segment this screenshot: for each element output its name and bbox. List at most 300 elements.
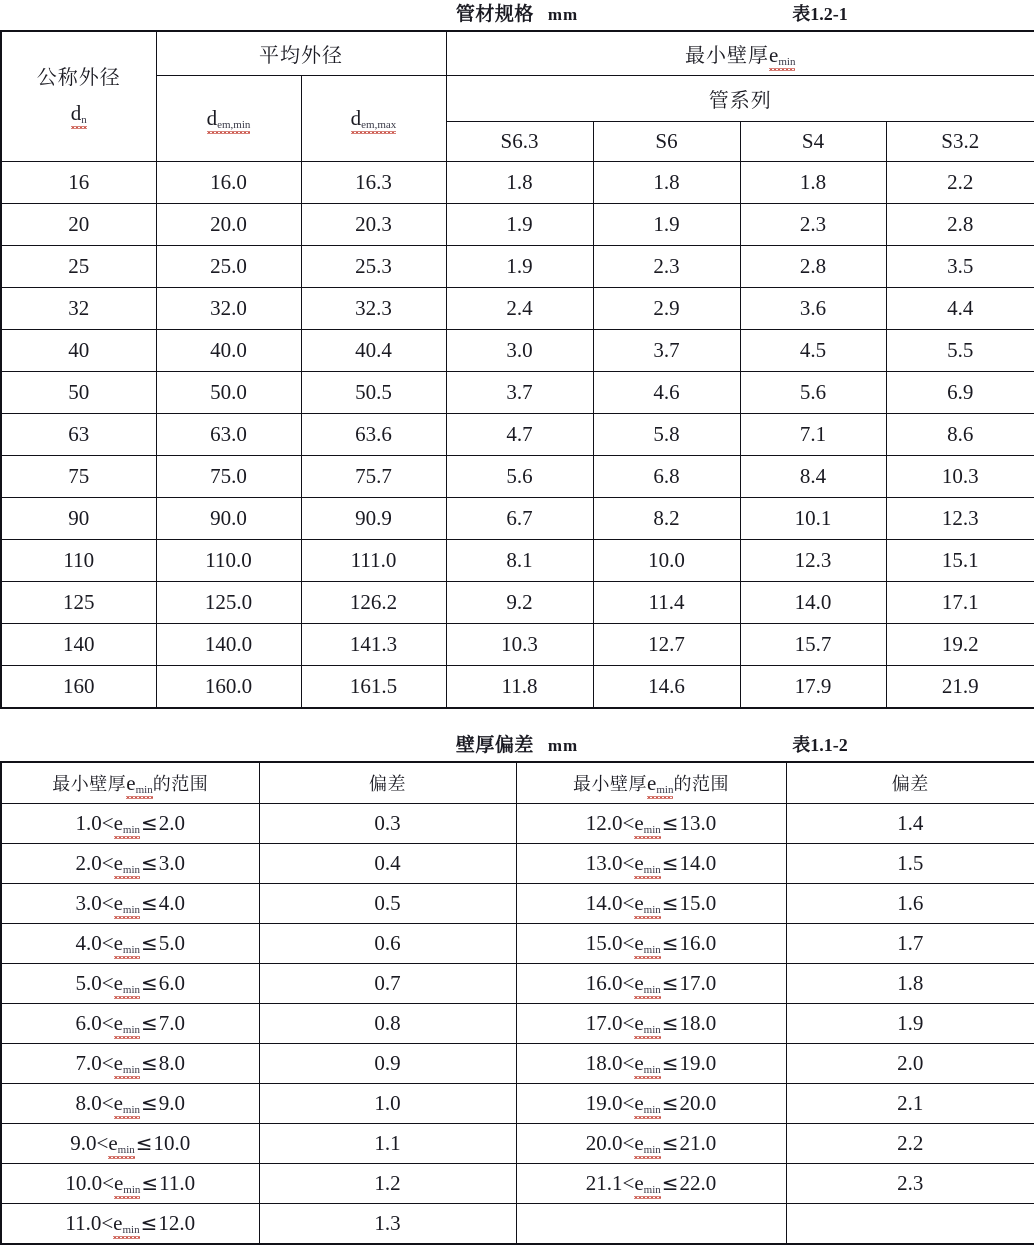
range-lower-bound: 21.1 — [586, 1171, 623, 1195]
range-variable-base: e — [114, 851, 123, 875]
header-nominal-diameter — [1, 31, 156, 161]
range-lower-bound: 8.0 — [75, 1091, 101, 1115]
range-lower-bound: 1.0 — [75, 811, 101, 835]
cell-s4: 2.8 — [740, 245, 886, 287]
cell-nominal-diameter: 125 — [1, 581, 156, 623]
cell-range-left — [1, 1124, 259, 1164]
table-row — [1, 1084, 1034, 1124]
less-equal-operator: ≤ — [141, 811, 158, 835]
table1-caption — [0, 0, 1034, 30]
less-equal-operator: ≤ — [141, 891, 158, 915]
cell-s4: 2.3 — [740, 203, 886, 245]
table-row — [1, 1164, 1034, 1204]
range-lower-bound: 4.0 — [75, 931, 101, 955]
cell-s6: 1.9 — [593, 203, 740, 245]
table-row — [1, 623, 1034, 665]
table-row — [1, 884, 1034, 924]
less-equal-operator: ≤ — [662, 1131, 679, 1155]
cell-deviation-right: 1.8 — [786, 964, 1034, 1004]
range-variable-base: e — [114, 1051, 123, 1075]
cell-s6: 2.3 — [593, 245, 740, 287]
less-than-operator: < — [622, 1051, 634, 1075]
cell-deviation-right: 1.5 — [786, 844, 1034, 884]
header-row-1 — [1, 31, 1034, 75]
range-variable-symbol — [634, 851, 660, 876]
less-than-operator: < — [622, 1011, 634, 1035]
header-series-s4: S4 — [740, 121, 886, 161]
cell-nominal-diameter: 40 — [1, 329, 156, 371]
range-lower-bound: 12.0 — [586, 811, 623, 835]
cell-nominal-diameter: 160 — [1, 665, 156, 708]
range-variable-base: e — [108, 1131, 117, 1155]
cell-range-right — [516, 924, 786, 964]
cell-dem-min: 50.0 — [156, 371, 301, 413]
table-row — [1, 964, 1034, 1004]
range-variable-subscript: min — [644, 824, 661, 836]
range-lower-bound: 19.0 — [586, 1091, 623, 1115]
range-lower-bound: 5.0 — [75, 971, 101, 995]
less-equal-operator: ≤ — [141, 1211, 158, 1235]
range-variable-base: e — [634, 1011, 643, 1035]
cell-s6: 4.6 — [593, 371, 740, 413]
table-row — [1, 455, 1034, 497]
cell-nominal-diameter: 90 — [1, 497, 156, 539]
header-row-2 — [1, 75, 1034, 121]
range-variable-subscript: min — [644, 864, 661, 876]
cell-dem-max: 16.3 — [301, 161, 446, 203]
range-upper-bound: 16.0 — [680, 931, 717, 955]
range-variable-base: e — [114, 891, 123, 915]
cell-deviation-left: 1.0 — [259, 1084, 516, 1124]
cell-s32: 5.5 — [886, 329, 1034, 371]
less-equal-operator: ≤ — [136, 1131, 153, 1155]
pipe-spec-table-head — [1, 31, 1034, 161]
table-row — [1, 203, 1034, 245]
cell-range-right — [516, 884, 786, 924]
range-variable-symbol — [114, 971, 140, 996]
cell-deviation-right: 2.2 — [786, 1124, 1034, 1164]
less-than-operator: < — [622, 891, 634, 915]
table1-title-text: 管材规格 — [456, 3, 534, 25]
range-variable-base: e — [114, 931, 123, 955]
table2-unit: mm — [548, 736, 578, 755]
cell-s63: 1.8 — [446, 161, 593, 203]
range-variable-subscript: min — [123, 904, 140, 916]
cell-deviation-left: 0.3 — [259, 804, 516, 844]
range-upper-bound: 20.0 — [680, 1091, 717, 1115]
range-upper-bound: 12.0 — [158, 1211, 195, 1235]
range-upper-bound: 19.0 — [680, 1051, 717, 1075]
cell-deviation-right: 1.7 — [786, 924, 1034, 964]
header-range-right-suffix: 的范围 — [673, 774, 729, 795]
less-equal-operator: ≤ — [141, 1091, 158, 1115]
cell-s6: 11.4 — [593, 581, 740, 623]
range-upper-bound: 15.0 — [680, 891, 717, 915]
range-lower-bound: 11.0 — [65, 1211, 101, 1235]
cell-range-right — [516, 1004, 786, 1044]
cell-range-right — [516, 1084, 786, 1124]
cell-s63: 1.9 — [446, 203, 593, 245]
range-upper-bound: 3.0 — [159, 851, 185, 875]
header-deviation-right: 偏差 — [786, 762, 1034, 804]
cell-s6: 10.0 — [593, 539, 740, 581]
cell-nominal-diameter: 50 — [1, 371, 156, 413]
table-spacer — [0, 709, 1034, 731]
cell-dem-min: 90.0 — [156, 497, 301, 539]
cell-s4: 3.6 — [740, 287, 886, 329]
cell-nominal-diameter: 63 — [1, 413, 156, 455]
cell-s63: 4.7 — [446, 413, 593, 455]
cell-range-right — [516, 804, 786, 844]
less-equal-operator: ≤ — [141, 971, 158, 995]
cell-deviation-right — [786, 1204, 1034, 1245]
cell-range-left — [1, 1004, 259, 1044]
cell-dem-max: 20.3 — [301, 203, 446, 245]
cell-deviation-right: 1.6 — [786, 884, 1034, 924]
range-upper-bound: 5.0 — [159, 931, 185, 955]
cell-dem-max: 161.5 — [301, 665, 446, 708]
cell-range-right — [516, 1124, 786, 1164]
cell-s63: 5.6 — [446, 455, 593, 497]
range-lower-bound: 13.0 — [586, 851, 623, 875]
header-range-left-symbol: $e_{min}$ — [126, 771, 152, 796]
range-variable-subscript: min — [123, 984, 140, 996]
header-pipe-series: 管系列 — [446, 75, 1034, 121]
header-mean-outside-diameter: 平均外径 — [156, 31, 446, 75]
cell-nominal-diameter: 25 — [1, 245, 156, 287]
less-equal-operator: ≤ — [141, 1011, 158, 1035]
less-equal-operator: ≤ — [141, 1171, 158, 1195]
range-variable-symbol — [634, 1171, 660, 1196]
range-variable-base: e — [634, 811, 643, 835]
range-variable-symbol — [634, 811, 660, 836]
cell-deviation-right: 2.1 — [786, 1084, 1034, 1124]
cell-s63: 6.7 — [446, 497, 593, 539]
range-variable-base: e — [634, 931, 643, 955]
header-min-wall-thickness — [446, 31, 1034, 75]
range-upper-bound: 21.0 — [680, 1131, 717, 1155]
cell-dem-max: 90.9 — [301, 497, 446, 539]
cell-nominal-diameter: 140 — [1, 623, 156, 665]
cell-dem-min: 63.0 — [156, 413, 301, 455]
less-than-operator: < — [622, 1091, 634, 1115]
table-row — [1, 539, 1034, 581]
less-equal-operator: ≤ — [662, 1011, 679, 1035]
table2-number-prefix: 表 — [792, 735, 810, 756]
cell-deviation-left: 1.3 — [259, 1204, 516, 1245]
table-row — [1, 1044, 1034, 1084]
range-variable-subscript: min — [644, 944, 661, 956]
cell-dem-min: 75.0 — [156, 455, 301, 497]
header-range-right — [516, 762, 786, 804]
range-upper-bound: 7.0 — [159, 1011, 185, 1035]
less-than-operator: < — [102, 811, 114, 835]
cell-s6: 1.8 — [593, 161, 740, 203]
less-equal-operator: ≤ — [662, 891, 679, 915]
cell-s6: 5.8 — [593, 413, 740, 455]
less-equal-operator: ≤ — [662, 931, 679, 955]
cell-dem-max: 40.4 — [301, 329, 446, 371]
cell-s4: 15.7 — [740, 623, 886, 665]
header-range-left — [1, 762, 259, 804]
less-than-operator: < — [622, 1171, 634, 1195]
cell-s4: 7.1 — [740, 413, 886, 455]
less-equal-operator: ≤ — [662, 1171, 679, 1195]
range-variable-symbol — [113, 1211, 139, 1236]
range-lower-bound: 9.0 — [70, 1131, 96, 1155]
cell-range-left — [1, 1084, 259, 1124]
cell-s4: 17.9 — [740, 665, 886, 708]
cell-s4: 1.8 — [740, 161, 886, 203]
range-variable-base: e — [113, 1211, 122, 1235]
header-min-wall-thickness-symbol: $e_{min}$ — [769, 43, 795, 68]
range-variable-subscript: min — [123, 1104, 140, 1116]
cell-deviation-left: 0.7 — [259, 964, 516, 1004]
range-upper-bound: 11.0 — [159, 1171, 195, 1195]
header-dem-max-symbol: $d_{em,max}$ — [351, 106, 397, 131]
cell-deviation-right: 1.9 — [786, 1004, 1034, 1044]
range-variable-subscript: min — [644, 1064, 661, 1076]
range-upper-bound: 4.0 — [159, 891, 185, 915]
table-row — [1, 665, 1034, 708]
range-variable-symbol — [114, 891, 140, 916]
range-variable-base: e — [114, 1011, 123, 1035]
deviation-table-head — [1, 762, 1034, 804]
cell-s63: 3.0 — [446, 329, 593, 371]
range-upper-bound: 22.0 — [680, 1171, 717, 1195]
table-row — [1, 413, 1034, 455]
cell-s32: 8.6 — [886, 413, 1034, 455]
range-variable-symbol — [634, 931, 660, 956]
cell-dem-min: 125.0 — [156, 581, 301, 623]
header-dem-max — [301, 75, 446, 161]
less-equal-operator: ≤ — [662, 1051, 679, 1075]
range-variable-base: e — [634, 851, 643, 875]
range-upper-bound: 13.0 — [680, 811, 717, 835]
header-nominal-diameter-symbol: $d_n$ — [71, 102, 87, 126]
range-variable-symbol — [114, 931, 140, 956]
cell-s6: 3.7 — [593, 329, 740, 371]
range-variable-subscript: min — [123, 1064, 140, 1076]
cell-s63: 8.1 — [446, 539, 593, 581]
cell-s4: 14.0 — [740, 581, 886, 623]
cell-range-left — [1, 964, 259, 1004]
cell-range-left — [1, 1044, 259, 1084]
header-dem-min — [156, 75, 301, 161]
cell-deviation-left: 1.2 — [259, 1164, 516, 1204]
cell-s32: 15.1 — [886, 539, 1034, 581]
range-variable-base: e — [114, 1091, 123, 1115]
cell-range-right — [516, 964, 786, 1004]
table-row — [1, 581, 1034, 623]
table-row — [1, 371, 1034, 413]
table-row — [1, 1204, 1034, 1245]
range-lower-bound: 17.0 — [586, 1011, 623, 1035]
table-row — [1, 329, 1034, 371]
cell-dem-min: 110.0 — [156, 539, 301, 581]
range-variable-base: e — [634, 1171, 643, 1195]
cell-range-left — [1, 1164, 259, 1204]
cell-nominal-diameter: 16 — [1, 161, 156, 203]
table-row — [1, 804, 1034, 844]
cell-dem-max: 63.6 — [301, 413, 446, 455]
range-variable-subscript: min — [123, 1224, 140, 1236]
less-than-operator: < — [622, 851, 634, 875]
less-than-operator: < — [622, 971, 634, 995]
header-series-s32: S3.2 — [886, 121, 1034, 161]
less-than-operator: < — [96, 1131, 108, 1155]
cell-dem-max: 141.3 — [301, 623, 446, 665]
cell-dem-min: 25.0 — [156, 245, 301, 287]
table2-caption — [0, 731, 1034, 761]
header-min-wall-thickness-label: 最小壁厚 — [685, 43, 769, 67]
less-equal-operator: ≤ — [141, 851, 158, 875]
cell-s63: 9.2 — [446, 581, 593, 623]
cell-range-right — [516, 1044, 786, 1084]
cell-s6: 14.6 — [593, 665, 740, 708]
cell-dem-min: 16.0 — [156, 161, 301, 203]
cell-s32: 6.9 — [886, 371, 1034, 413]
wall-thickness-deviation-table — [0, 761, 1034, 1245]
range-lower-bound: 6.0 — [75, 1011, 101, 1035]
less-equal-operator: ≤ — [141, 931, 158, 955]
range-upper-bound: 17.0 — [680, 971, 717, 995]
cell-s63: 10.3 — [446, 623, 593, 665]
range-variable-base: e — [114, 1171, 123, 1195]
less-than-operator: < — [101, 1211, 113, 1235]
cell-dem-max: 126.2 — [301, 581, 446, 623]
cell-s4: 5.6 — [740, 371, 886, 413]
less-than-operator: < — [102, 1051, 114, 1075]
cell-nominal-diameter: 75 — [1, 455, 156, 497]
table1-number-prefix: 表 — [792, 4, 810, 25]
cell-dem-min: 20.0 — [156, 203, 301, 245]
cell-dem-max: 111.0 — [301, 539, 446, 581]
less-than-operator: < — [622, 811, 634, 835]
range-lower-bound: 3.0 — [75, 891, 101, 915]
cell-s4: 12.3 — [740, 539, 886, 581]
range-variable-subscript: min — [123, 864, 140, 876]
less-equal-operator: ≤ — [662, 1091, 679, 1115]
cell-deviation-left: 0.6 — [259, 924, 516, 964]
cell-dem-max: 25.3 — [301, 245, 446, 287]
cell-range-right — [516, 844, 786, 884]
cell-s4: 10.1 — [740, 497, 886, 539]
range-variable-symbol — [634, 891, 660, 916]
range-variable-symbol — [114, 851, 140, 876]
cell-range-right — [516, 1164, 786, 1204]
less-than-operator: < — [102, 891, 114, 915]
cell-deviation-left: 0.4 — [259, 844, 516, 884]
range-variable-base: e — [634, 891, 643, 915]
cell-dem-min: 32.0 — [156, 287, 301, 329]
cell-dem-min: 160.0 — [156, 665, 301, 708]
range-variable-base: e — [634, 1091, 643, 1115]
range-variable-symbol — [634, 1051, 660, 1076]
header-series-s63: S6.3 — [446, 121, 593, 161]
cell-range-right — [516, 1204, 786, 1245]
cell-deviation-left: 0.8 — [259, 1004, 516, 1044]
range-variable-symbol — [634, 1011, 660, 1036]
cell-dem-min: 140.0 — [156, 623, 301, 665]
cell-s32: 17.1 — [886, 581, 1034, 623]
range-lower-bound: 16.0 — [586, 971, 623, 995]
table-row — [1, 1124, 1034, 1164]
cell-dem-max: 50.5 — [301, 371, 446, 413]
cell-range-left — [1, 804, 259, 844]
cell-range-left — [1, 884, 259, 924]
table2-number-value: 1.1-2 — [810, 735, 848, 755]
header-range-left-prefix: 最小壁厚 — [52, 774, 126, 795]
cell-s6: 8.2 — [593, 497, 740, 539]
cell-s63: 2.4 — [446, 287, 593, 329]
table-row — [1, 844, 1034, 884]
cell-s32: 3.5 — [886, 245, 1034, 287]
range-variable-subscript: min — [644, 904, 661, 916]
range-upper-bound: 9.0 — [159, 1091, 185, 1115]
range-variable-symbol — [114, 1051, 140, 1076]
less-than-operator: < — [622, 1131, 634, 1155]
range-variable-base: e — [634, 1051, 643, 1075]
deviation-header-row — [1, 762, 1034, 804]
cell-s32: 10.3 — [886, 455, 1034, 497]
range-variable-base: e — [634, 971, 643, 995]
cell-dem-max: 32.3 — [301, 287, 446, 329]
header-nominal-diameter-label: 公称外径 — [37, 66, 121, 88]
header-range-left-suffix: 的范围 — [153, 774, 209, 795]
range-lower-bound: 14.0 — [586, 891, 623, 915]
table2-title-text: 壁厚偏差 — [456, 734, 534, 756]
table-row — [1, 287, 1034, 329]
cell-range-left — [1, 844, 259, 884]
table-row — [1, 924, 1034, 964]
table-row — [1, 497, 1034, 539]
range-lower-bound: 10.0 — [65, 1171, 102, 1195]
cell-nominal-diameter: 110 — [1, 539, 156, 581]
cell-s4: 4.5 — [740, 329, 886, 371]
cell-dem-min: 40.0 — [156, 329, 301, 371]
cell-s6: 2.9 — [593, 287, 740, 329]
range-upper-bound: 8.0 — [159, 1051, 185, 1075]
cell-s32: 2.8 — [886, 203, 1034, 245]
header-deviation-left: 偏差 — [259, 762, 516, 804]
cell-deviation-right: 2.3 — [786, 1164, 1034, 1204]
cell-deviation-left: 0.5 — [259, 884, 516, 924]
range-variable-symbol — [634, 971, 660, 996]
cell-deviation-left: 1.1 — [259, 1124, 516, 1164]
cell-s6: 12.7 — [593, 623, 740, 665]
header-series-s6: S6 — [593, 121, 740, 161]
less-than-operator: < — [102, 1011, 114, 1035]
range-variable-symbol — [114, 1091, 140, 1116]
cell-deviation-left: 0.9 — [259, 1044, 516, 1084]
range-lower-bound: 7.0 — [75, 1051, 101, 1075]
range-variable-symbol — [634, 1131, 660, 1156]
less-than-operator: < — [102, 851, 114, 875]
range-variable-subscript: min — [123, 944, 140, 956]
cell-s63: 1.9 — [446, 245, 593, 287]
range-variable-symbol — [114, 1011, 140, 1036]
range-upper-bound: 2.0 — [159, 811, 185, 835]
less-equal-operator: ≤ — [662, 851, 679, 875]
less-than-operator: < — [102, 971, 114, 995]
range-variable-subscript: min — [644, 1024, 661, 1036]
range-variable-base: e — [634, 1131, 643, 1155]
cell-deviation-right: 2.0 — [786, 1044, 1034, 1084]
cell-s32: 21.9 — [886, 665, 1034, 708]
range-variable-subscript: min — [123, 1184, 140, 1196]
range-variable-symbol — [114, 1171, 140, 1196]
